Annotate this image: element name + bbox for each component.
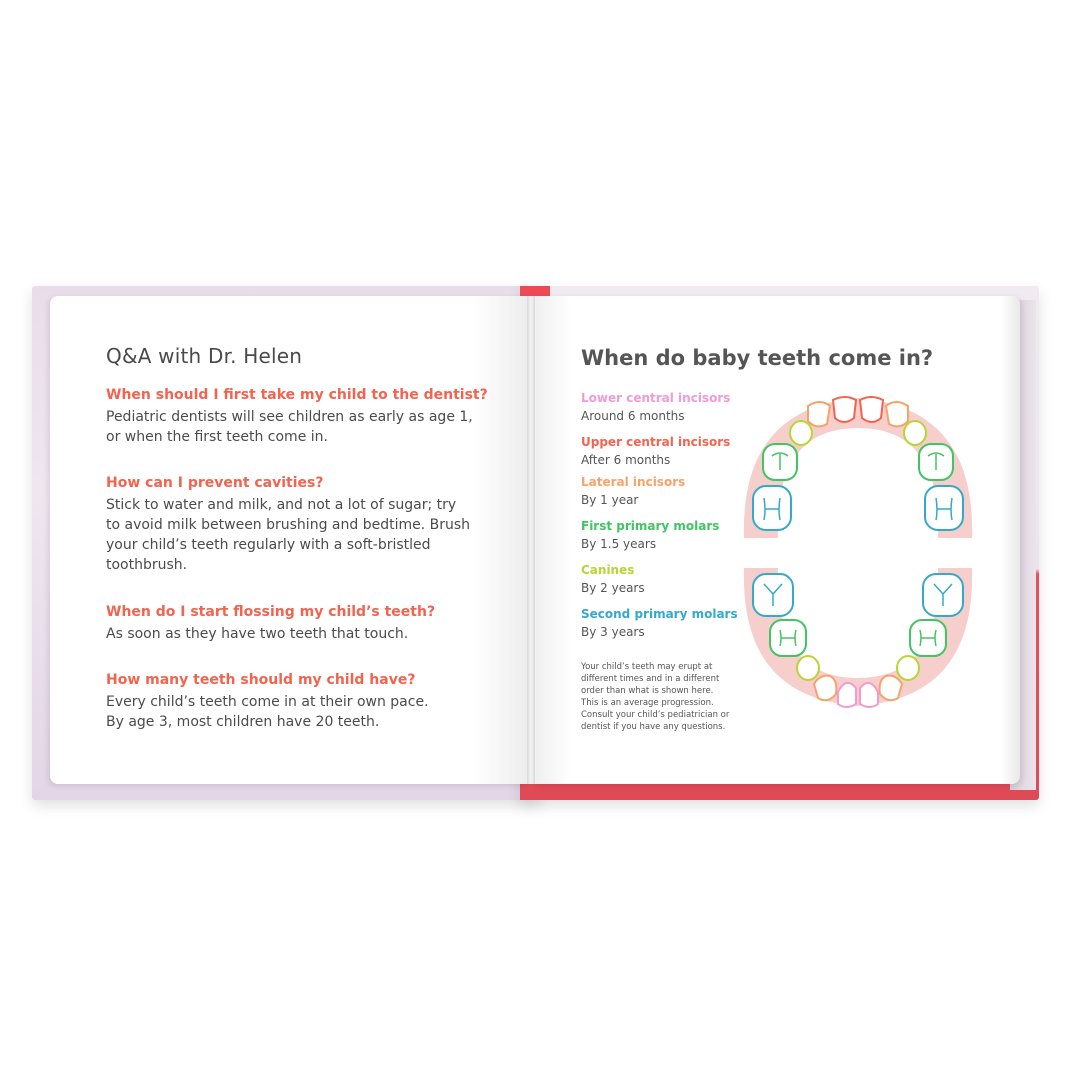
qa-item	[106, 475, 496, 575]
qa-answer-line: Pediatric dentists will see children as early as age 1,	[106, 409, 473, 425]
qa-answer-line: Stick to water and milk, and not a lot of sugar; try	[106, 497, 457, 513]
legend-time: By 3 years	[581, 625, 645, 639]
note-line: dentist if you have any questions.	[581, 722, 726, 732]
legend-label: First primary molars	[581, 519, 720, 533]
legend-item	[581, 518, 751, 552]
tooth-upper-canine	[904, 421, 926, 445]
teeth-diagram	[738, 388, 978, 718]
tooth-upper-lateral-incisor	[886, 402, 908, 426]
note-line: Consult your child’s pediatrician or	[581, 710, 730, 720]
tooth-upper-central-incisor	[833, 397, 856, 422]
note-line: This is an average progression.	[581, 698, 714, 708]
qa-question: When should I first take my child to the dentist?	[106, 387, 488, 403]
qa-answer-line: As soon as they have two teeth that touch.	[106, 626, 409, 642]
qa-answer-line: or when the first teeth come in.	[106, 429, 328, 445]
tooth-upper-central-incisor	[860, 397, 883, 422]
disclaimer-note	[581, 661, 761, 733]
teeth-title: When do baby teeth come in?	[581, 346, 934, 370]
note-line: different times and in a different	[581, 674, 720, 684]
qa-answer-line: By age 3, most children have 20 teeth.	[106, 714, 380, 730]
qa-item	[106, 387, 496, 447]
legend-label: Upper central incisors	[581, 435, 731, 449]
legend-time: After 6 months	[581, 453, 671, 467]
legend-item	[581, 434, 751, 468]
legend-time: Around 6 months	[581, 409, 685, 423]
tooth-lower-lateral-incisor	[814, 676, 836, 701]
legend-time: By 2 years	[581, 581, 645, 595]
qa-question: When do I start flossing my child’s teeth?	[106, 604, 436, 620]
legend-label: Lower central incisors	[581, 391, 731, 405]
tooth-lower-lateral-incisor	[880, 676, 902, 701]
qa-item	[106, 672, 496, 732]
tooth-lower-central-incisor	[838, 683, 856, 707]
tooth-upper-canine	[790, 421, 812, 445]
qa-answer-line: to avoid milk between brushing and bedtime. Brush	[106, 517, 471, 533]
qa-title: Q&A with Dr. Helen	[106, 344, 303, 368]
legend-label: Canines	[581, 563, 635, 577]
legend-item	[581, 562, 751, 596]
book-cover-red-edge	[520, 286, 550, 296]
tooth-upper-second-molar	[753, 486, 791, 530]
tooth-lower-central-incisor	[860, 683, 878, 707]
tooth-upper-lateral-incisor	[808, 402, 830, 426]
legend-time: By 1 year	[581, 493, 639, 507]
note-line: order than what is shown here.	[581, 686, 714, 696]
qa-question: How many teeth should my child have?	[106, 672, 416, 688]
legend-label: Second primary molars	[581, 607, 738, 621]
qa-answer-line: toothbrush.	[106, 557, 188, 573]
tooth-lower-canine	[797, 656, 819, 680]
qa-answer-line: Every child’s teeth come in at their own pace.	[106, 694, 429, 710]
legend-item	[581, 390, 751, 424]
legend-item	[581, 474, 751, 508]
qa-answer-line: your child’s teeth regularly with a soft-bristled	[106, 537, 431, 553]
tooth-upper-second-molar	[925, 486, 963, 530]
legend-item	[581, 606, 751, 640]
qa-question: How can I prevent cavities?	[106, 475, 324, 491]
legend-label: Lateral incisors	[581, 475, 686, 489]
qa-item	[106, 604, 496, 644]
book-gutter	[527, 296, 535, 784]
legend-time: By 1.5 years	[581, 537, 657, 551]
note-line: Your child’s teeth may erupt at	[581, 662, 713, 672]
tooth-lower-canine	[897, 656, 919, 680]
